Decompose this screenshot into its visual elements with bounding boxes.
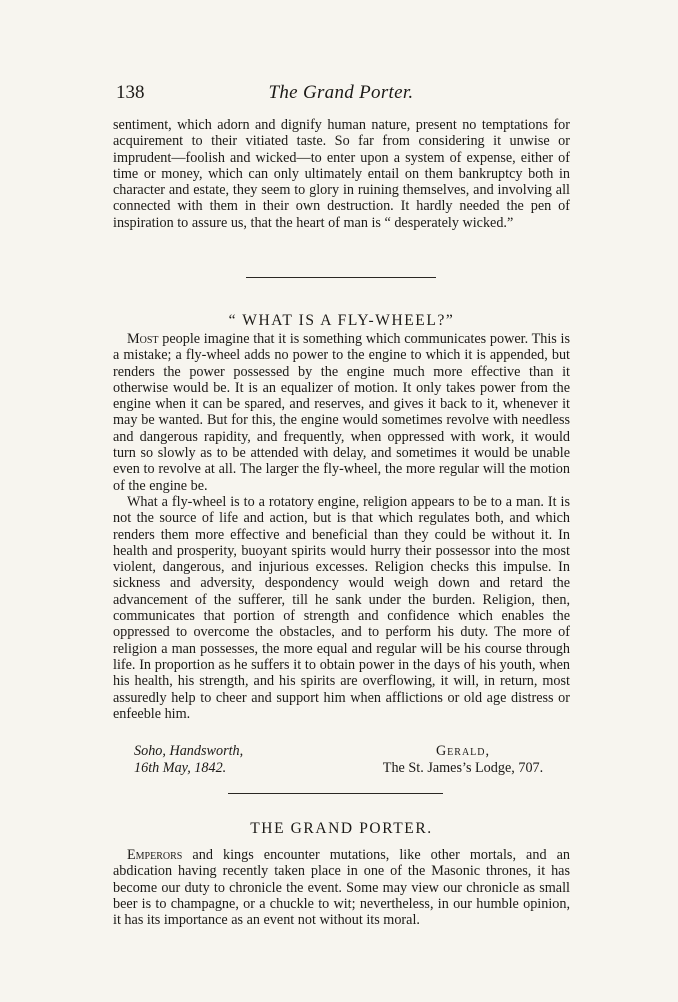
page-header xyxy=(116,82,566,106)
article-title-grand-porter: THE GRAND PORTER. xyxy=(250,820,433,837)
signature-date: 16th May, 1842. xyxy=(134,760,227,776)
fly-wheel-paragraph-2: What a fly-wheel is to a rotatory engine, religion appears to be to a man. It is not the source of life and action, but is that which regulates both, and which renders them more effective and beneficial than they could be without it. In health and prosperity, buoyant spirits would hurry their possessor into the most violent, dangerous, and injurious excesses. Religion checks this impulse. In sickness and adversity, despondency would weigh down and retard the advancement of the sufferer, till he sank under the burden. Religion, then, communicates that portion of strength and confidence which enables the oppressed to overcome the obstacles, and to perform his duty. The more of religion a man possesses, the more equal and regular will be his course through life. In proportion as he suffers it to obtain power in the days of his youth, when his health, his strength, and his spirits are overflowing, it will, in return, most assuredly help to cheer and support him when afflictions or old age distress or enfeeble him. xyxy=(113,493,570,722)
fly-wheel-body xyxy=(113,331,570,722)
signature-author-block xyxy=(368,743,558,777)
signature-place-date xyxy=(134,743,243,777)
continuation-paragraph: sentiment, which adorn and dignify human nature, present no temptations for acquirement to their vitiated taste. So far from considering it unwise or imprudent—foolish and wicked—to enter upon a system of expense, either of time or money, which can only ultimately entail on them bankruptcy both in character and estate, they seem to glory in ruining themselves, and involving all connected with them in their own destruction. It hardly needed the pen of inspiration to assure us, that the heart of man is “ desperately wicked.” xyxy=(113,117,570,231)
signature-lodge: The St. James’s Lodge, 707. xyxy=(382,760,544,776)
grand-porter-body xyxy=(113,847,570,928)
section-divider-2 xyxy=(228,793,443,794)
grand-porter-paragraph-1 xyxy=(113,847,570,928)
signature-author: Gerald, xyxy=(435,743,491,759)
paragraph-lead-word: Most xyxy=(127,331,159,347)
running-title: The Grand Porter. xyxy=(268,82,414,103)
fly-wheel-paragraph-1 xyxy=(113,331,570,494)
article-title-fly-wheel: “ WHAT IS A FLY-WHEEL?” xyxy=(228,312,455,329)
paragraph-text: people imagine that it is something which communicates power. This is a mistake; a fly-wheel adds no power to the engine to which it is appended, but renders the power possessed by the engine much more effective than it otherwise would be. It is an equalizer of motion. It only takes power from the engine when it can be spared, and reserves, and gives it back to it, whenever it may be wanted. But for this, the engine would sometimes revolve with needless and dangerous rapidity, and frequently, when oppressed with work, it would turn so slowly as to be attended with delay, and sometimes it would be unable even to revolve at all. The larger the fly-wheel, the more regular will the motion of the engine be. xyxy=(113,331,570,494)
signature-place: Soho, Handsworth, xyxy=(134,743,244,759)
paragraph-text: and kings encounter mutations, like other mortals, and an abdication having recently taken place in one of the Masonic thrones, it has become our duty to chronicle the event. Some may view our chronicle as small beer is to champagne, or a chuckle to wit; nevertheless, in our humble opinion, it has its importance as an event not without its moral. xyxy=(113,847,570,929)
section-divider-1 xyxy=(246,277,436,278)
continuation-text xyxy=(113,117,570,231)
paragraph-lead-word: Emperors xyxy=(127,847,183,863)
page-number: 138 xyxy=(116,82,145,103)
